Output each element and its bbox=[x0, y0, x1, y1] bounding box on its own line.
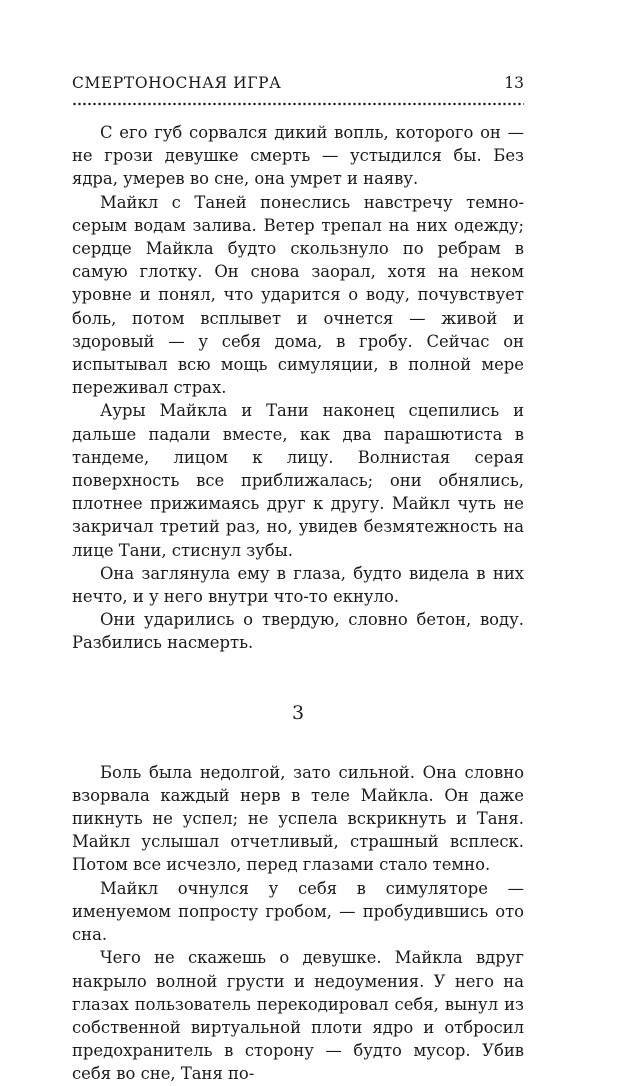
paragraph: Ауры Майкла и Тани наконец сцепились и дальше падали вместе, как два парашютиста в тандеме, лицом к лицу. Волнистая серая поверхность все приближалась; они обнялись, плотнее прижимаясь друг к другу. Майкл чуть не закричал третий раз, но, увидев безмятежность на лице Тани, стиснул зубы. bbox=[72, 401, 524, 560]
book-title: СМЕРТОНОСНАЯ ИГРА bbox=[72, 74, 282, 92]
paragraph: Они ударились о твердую, словно бетон, воду. Разбились насмерть. bbox=[72, 610, 524, 653]
paragraph: Она заглянула ему в глаза, будто видела в них нечто, и у него внутри что-то екнуло. bbox=[72, 563, 524, 607]
book-page bbox=[72, 74, 524, 1086]
paragraph: Боль была недолгой, зато сильной. Она словно взорвала каждый нерв в теле Майкла. Он даже пикнуть не успел; не успела вскрикнуть и Таня. Майкл услышал отчетливый, страшный всплеск. Потом все исчезло, перед глазами стало темно. bbox=[72, 762, 524, 875]
chapter-number: 3 bbox=[291, 701, 305, 724]
paragraph: Майкл с Таней понеслись навстречу темно-серым водам залива. Ветер трепал на них одежду; сердце Майкла будто скользнуло по ребрам в самую глотку. Он снова заорал, хотя на неком уровне и понял, что ударится о воду, почувствует боль, потом всплывет и очнется — живой и здоровый — у себя дома, в гробу. Сейчас он испытывал всю мощь симуляции, в полной мере переживал страх. bbox=[72, 192, 524, 398]
dotted-rule bbox=[72, 102, 524, 106]
page-number: 13 bbox=[504, 74, 524, 92]
running-header bbox=[72, 74, 524, 98]
body-text bbox=[72, 121, 524, 1086]
paragraph: Майкл очнулся у себя в симуляторе — именуемом попросту гробом, — пробудившись ото сна. bbox=[72, 878, 524, 945]
paragraph: Чего не скажешь о девушке. Майкла вдруг накрыло волной грусти и недоумения. У него на глазах пользователь перекодировал себя, вынул из собственной виртуальной плоти ядро и отбросил предохранитель в сторону — будто мусор. Убив себя во сне, Таня по- bbox=[72, 948, 524, 1084]
paragraph: С его губ сорвался дикий вопль, которого он — не грози девушке смерть — устыдился бы. Без ядра, умерев во сне, она умрет и наяву. bbox=[72, 123, 524, 189]
